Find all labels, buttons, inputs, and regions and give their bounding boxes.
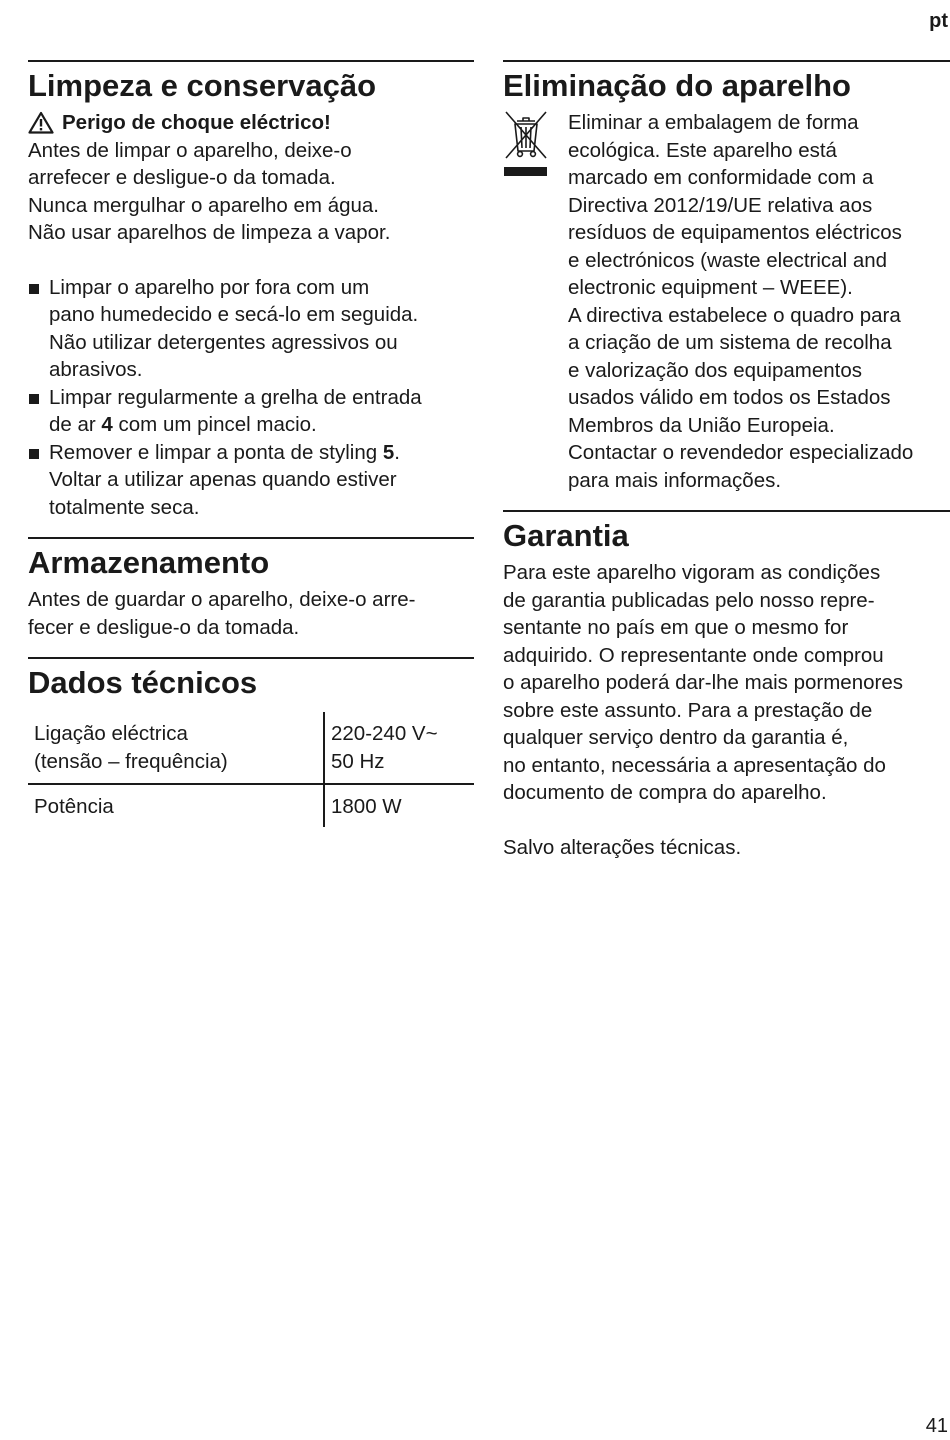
bullet-line: pano humedecido e secá-lo em seguida. xyxy=(49,303,419,326)
cleaning-steps xyxy=(28,274,474,522)
list-item xyxy=(28,384,474,439)
warranty-title: Garantia xyxy=(503,518,629,553)
storage-title: Armazenamento xyxy=(28,545,270,580)
weee-symbol xyxy=(503,109,568,494)
warning-triangle-icon xyxy=(28,111,54,134)
disposal-line: resíduos de equipamentos eléctricos xyxy=(568,221,902,244)
disposal-body xyxy=(503,109,950,494)
crossed-out-wheelie-bin-icon xyxy=(503,109,549,179)
cleaning-line: arrefecer e desligue-o da tomada. xyxy=(28,166,336,189)
page-number: 41 xyxy=(925,1415,948,1437)
part-number: 5 xyxy=(382,440,395,464)
left-column xyxy=(28,60,474,827)
warranty-line: sobre este assunto. Para a prestação de xyxy=(503,698,873,722)
list-item xyxy=(28,439,474,522)
disposal-line: Directiva 2012/19/UE relativa aos xyxy=(568,193,873,217)
warranty-line: qualquer serviço dentro da garantia é, xyxy=(503,726,849,749)
disposal-line: electronic equipment – WEEE). xyxy=(568,276,853,299)
bullet-line: Voltar a utilizar apenas quando estiver xyxy=(49,468,397,491)
warranty-section xyxy=(503,510,950,862)
storage-line: Antes de guardar o aparelho, deixe-o arre- xyxy=(28,588,416,611)
disposal-line: A directiva estabelece o quadro para xyxy=(568,303,901,327)
bullet-line xyxy=(49,411,474,439)
table-row xyxy=(28,784,474,827)
bullet-line: abrasivos. xyxy=(49,358,143,381)
shock-warning xyxy=(28,109,474,137)
technical-changes-note: Salvo alterações técnicas. xyxy=(503,836,742,859)
disposal-line: Membros da União Europeia. xyxy=(568,413,835,437)
cleaning-line: Nunca mergulhar o aparelho em água. xyxy=(28,193,379,217)
bullet-line: totalmente seca. xyxy=(49,495,200,519)
table-cell-value xyxy=(324,712,474,784)
cell-line: Ligação eléctrica xyxy=(34,722,188,745)
disposal-line: Contactar o revendedor especializado xyxy=(568,441,914,464)
table-row xyxy=(28,712,474,784)
right-column xyxy=(503,60,950,862)
disposal-section xyxy=(503,60,950,494)
text-run: . xyxy=(394,440,400,464)
tech-title: Dados técnicos xyxy=(28,665,258,700)
table-cell-label xyxy=(28,784,324,827)
disposal-line: marcado em conformidade com a xyxy=(568,166,874,189)
cell-line: (tensão – frequência) xyxy=(34,749,228,773)
table-cell-value xyxy=(324,784,474,827)
part-number: 4 xyxy=(101,413,113,436)
cell-line: 220-240 V~ xyxy=(331,722,438,745)
bullet-line: Limpar regularmente a grelha de entrada xyxy=(49,385,422,409)
warranty-line: adquirido. O representante onde comprou xyxy=(503,643,884,667)
disposal-line: ecológica. Este aparelho está xyxy=(568,138,837,162)
warranty-line: sentante no país em que o mesmo for xyxy=(503,616,849,639)
bullet-square-icon xyxy=(29,394,39,404)
tech-table xyxy=(28,712,474,827)
cell-line: 1800 W xyxy=(331,795,402,818)
language-tag: pt xyxy=(929,10,948,32)
cleaning-line: Antes de limpar o aparelho, deixe-o xyxy=(28,138,352,162)
warranty-line: o aparelho poderá dar-lhe mais pormenores xyxy=(503,671,903,694)
warning-text: Perigo de choque eléctrico! xyxy=(62,111,331,134)
warranty-line: Para este aparelho vigoram as condições xyxy=(503,561,881,584)
bullet-square-icon xyxy=(29,449,39,459)
bullet-line xyxy=(49,439,474,467)
warranty-line: de garantia publicadas pelo nosso repre- xyxy=(503,588,875,612)
cleaning-section xyxy=(28,60,474,521)
bullet-square-icon xyxy=(29,284,39,294)
list-item xyxy=(28,274,474,384)
tech-section xyxy=(28,657,474,827)
storage-section xyxy=(28,537,474,641)
disposal-line: e valorização dos equipamentos xyxy=(568,358,863,382)
text-run: Remover e limpar a ponta de styling xyxy=(49,440,383,464)
bullet-line: Não utilizar detergentes agressivos ou xyxy=(49,330,398,354)
disposal-line: a criação de um sistema de recolha xyxy=(568,331,892,354)
table-cell-label xyxy=(28,712,324,784)
disposal-line: para mais informações. xyxy=(568,468,782,492)
disposal-line: usados válido em todos os Estados xyxy=(568,386,891,409)
disposal-line: Eliminar a embalagem de forma xyxy=(568,111,859,134)
text-run: com um pincel macio. xyxy=(112,413,317,436)
cleaning-title: Limpeza e conservação xyxy=(28,68,377,103)
disposal-title: Eliminação do aparelho xyxy=(503,68,851,103)
cleaning-line: Não usar aparelhos de limpeza a vapor. xyxy=(28,221,391,244)
warranty-line: documento de compra do aparelho. xyxy=(503,781,827,804)
disposal-line: e electrónicos (waste electrical and xyxy=(568,248,888,272)
bullet-line: Limpar o aparelho por fora com um xyxy=(49,275,370,299)
storage-line: fecer e desligue-o da tomada. xyxy=(28,615,300,639)
cell-line: 50 Hz xyxy=(331,749,385,773)
cell-line: Potência xyxy=(34,795,114,818)
text-run: de ar xyxy=(49,413,102,436)
warranty-line: no entanto, necessária a apresentação do xyxy=(503,753,886,777)
disposal-text xyxy=(568,109,950,494)
